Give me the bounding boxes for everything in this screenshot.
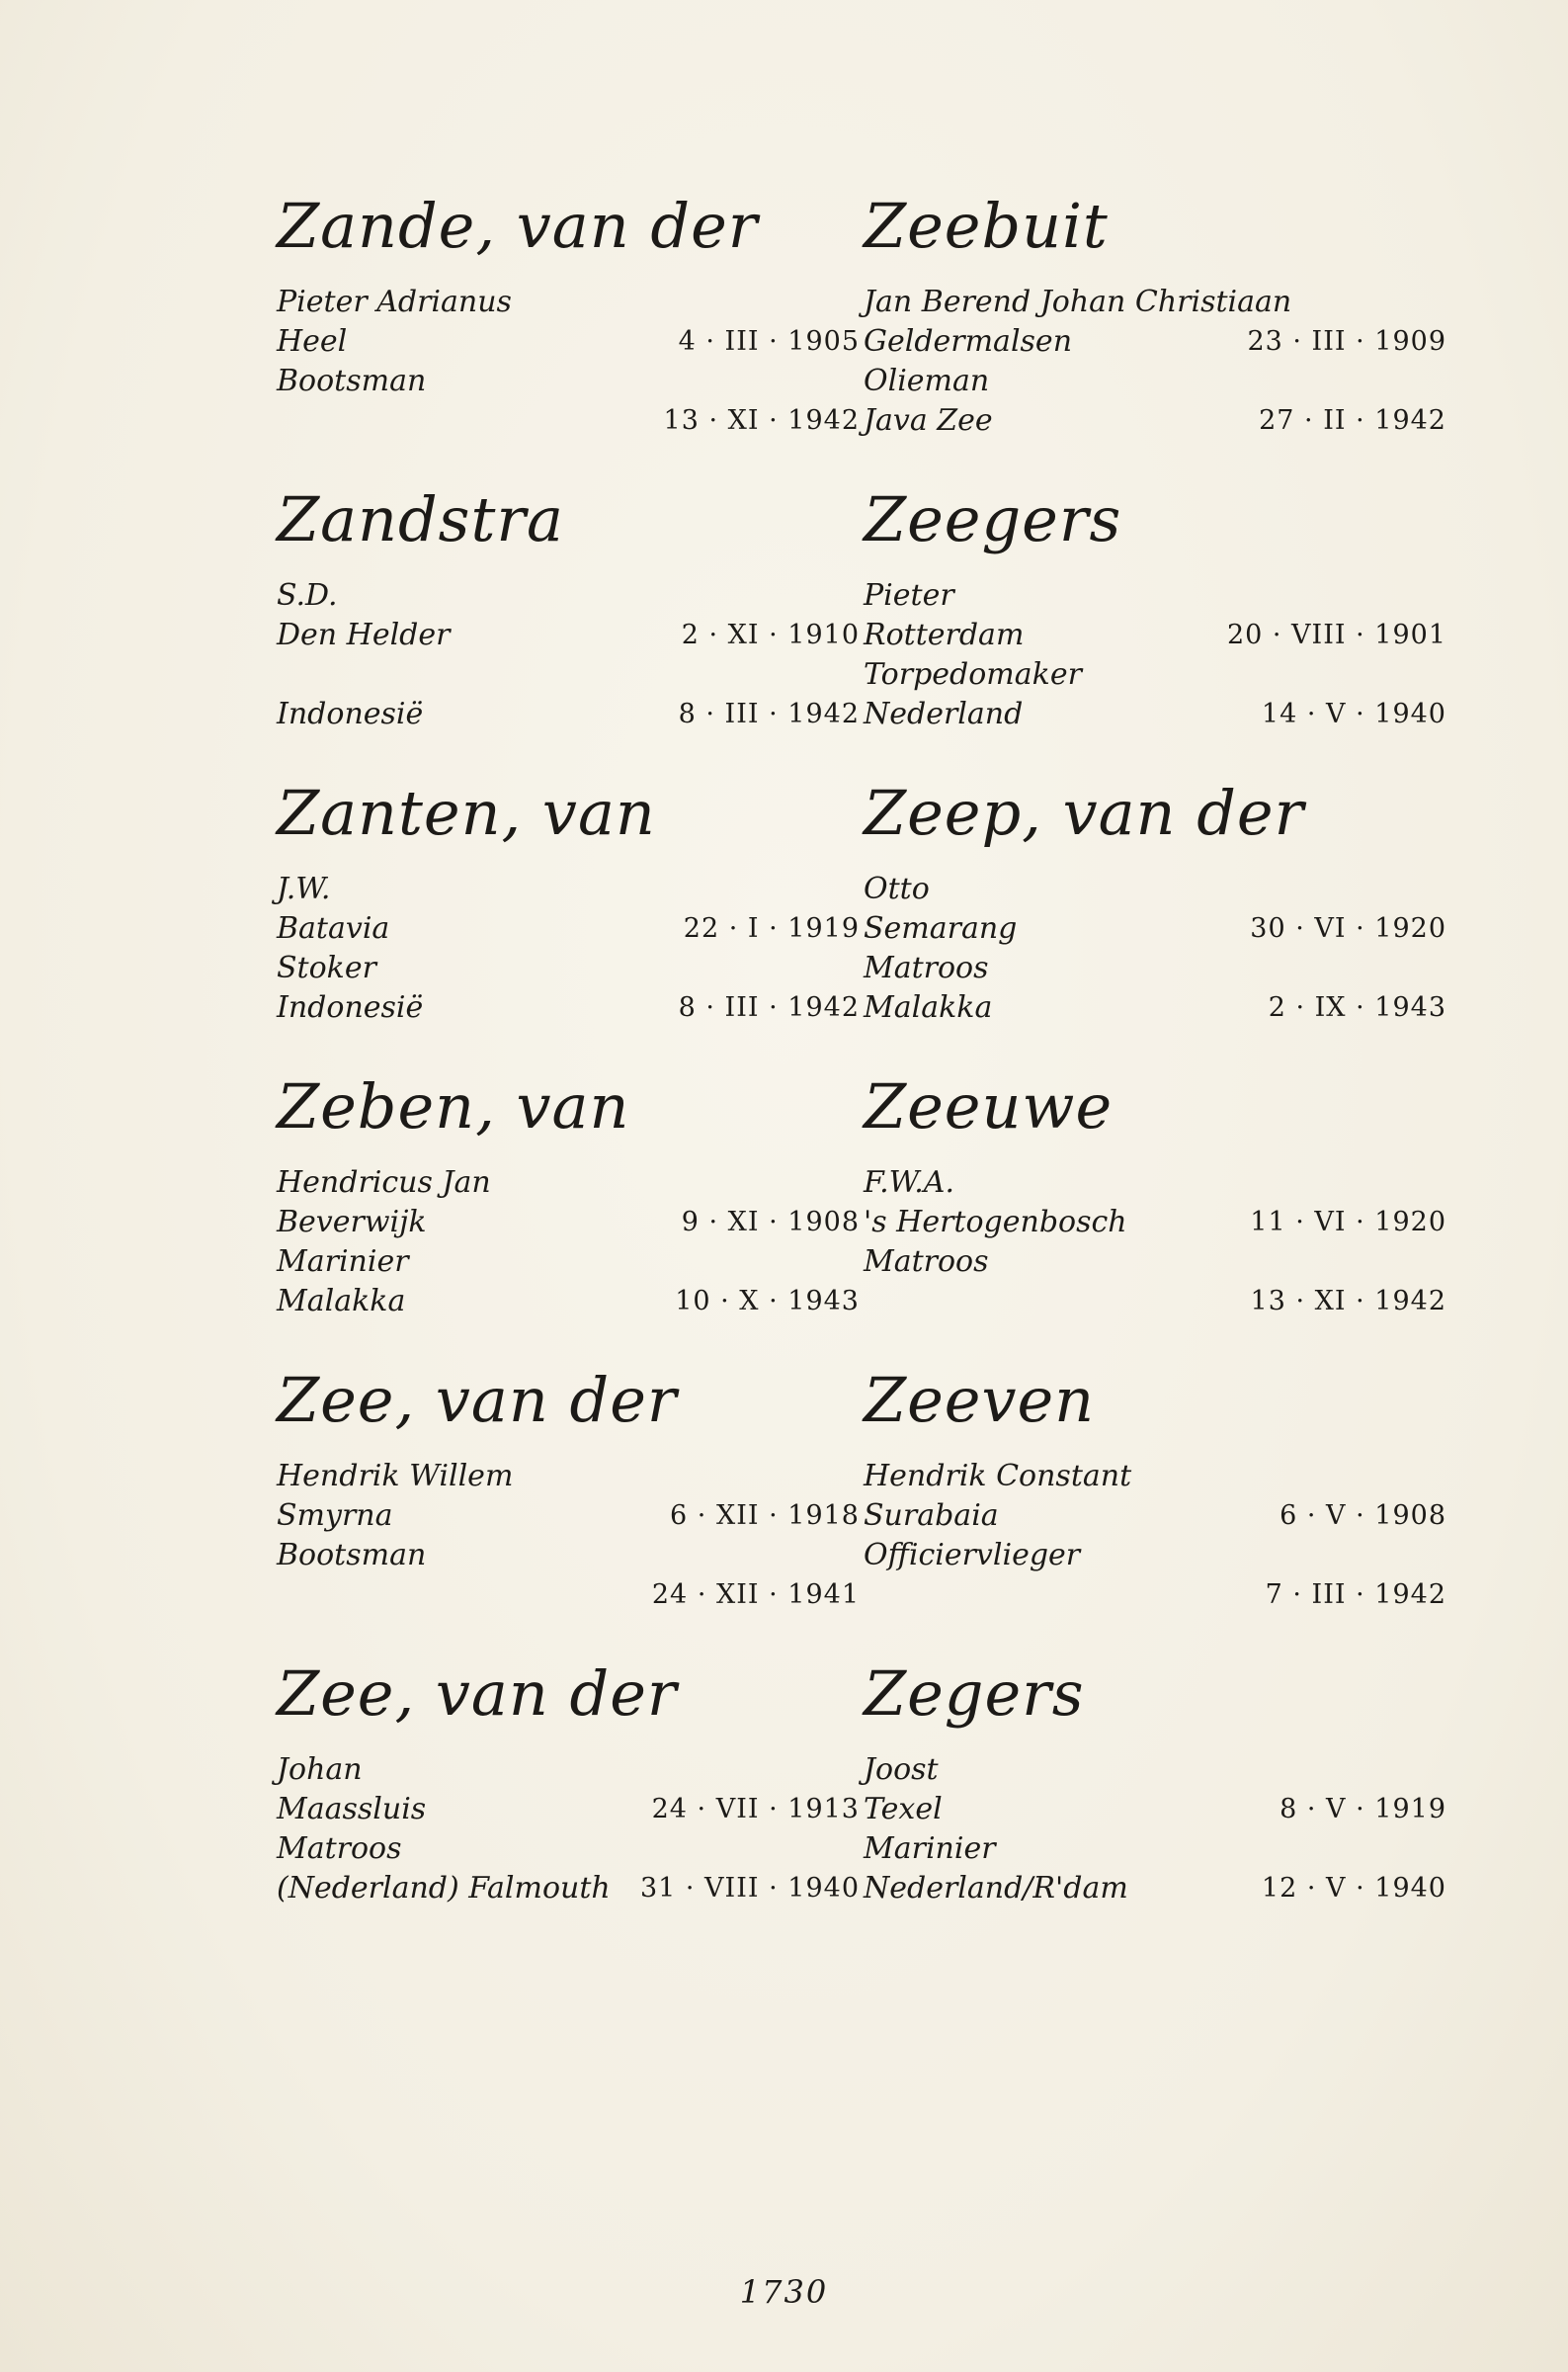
- entry-line-text: Matroos: [864, 951, 989, 985]
- entry-line-date: 31 · VIII · 1940: [639, 1873, 860, 1904]
- entry-line: [864, 1869, 1446, 1908]
- entry-line: [277, 909, 860, 949]
- entry-line-text: Torpedomaker: [864, 657, 1082, 692]
- entry-line-text: F.W.A.: [864, 1165, 955, 1200]
- entry-line-date: 30 · VI · 1920: [1250, 913, 1446, 944]
- entry-line-text: Geldermalsen: [864, 324, 1073, 359]
- entry-line-date: 7 · III · 1942: [1265, 1579, 1446, 1610]
- entry-line-text: Semarang: [864, 911, 1018, 946]
- entry-line: [864, 1457, 1446, 1496]
- entry-line-text: Matroos: [864, 1244, 989, 1279]
- entry-line: [277, 1163, 860, 1203]
- entry-line: [277, 616, 860, 655]
- entry-line-text: Stoker: [277, 951, 376, 985]
- entry-surname: Zeebuit: [864, 190, 1109, 262]
- entry-line-date: 22 · I · 1919: [683, 913, 860, 944]
- entry-line-text: Pieter Adrianus: [277, 285, 512, 319]
- entry-line: [864, 616, 1446, 655]
- entry-line-text: Beverwijk: [277, 1205, 427, 1239]
- entry-line: [864, 655, 1446, 695]
- entry-line: [277, 949, 860, 988]
- entry-line: [277, 283, 860, 322]
- entry-line-date: 23 · III · 1909: [1247, 326, 1446, 357]
- register-entry: [864, 775, 1446, 1068]
- entry-line-text: Indonesië: [277, 990, 424, 1025]
- entry-line-text: Bootsman: [277, 1538, 427, 1572]
- register-entry: [864, 1068, 1446, 1362]
- entry-line-text: Otto: [864, 872, 930, 906]
- entry-line: [864, 988, 1446, 1028]
- entry-line-date: 4 · III · 1905: [678, 326, 860, 357]
- entry-line-date: 11 · VI · 1920: [1250, 1207, 1446, 1237]
- entry-line-text: Hendrik Willem: [277, 1459, 514, 1493]
- entry-line-text: Hendrik Constant: [864, 1459, 1132, 1493]
- entry-line: [864, 1163, 1446, 1203]
- entry-line: [277, 1750, 860, 1790]
- entry-line-text: Hendricus Jan: [277, 1165, 491, 1200]
- entry-line-text: Officiervlieger: [864, 1538, 1081, 1572]
- register-entry: [864, 1655, 1446, 1949]
- entry-line-text: Pieter: [864, 578, 954, 613]
- entry-line-text: Joost: [864, 1752, 939, 1787]
- right-column: [864, 188, 1446, 1949]
- entry-line-date: 13 · XI · 1942: [1250, 1286, 1446, 1316]
- entry-line-text: S.D.: [277, 578, 338, 613]
- entry-line: [277, 655, 860, 695]
- entry-line-date: 14 · V · 1940: [1261, 699, 1446, 729]
- entry-line-text: Maassluis: [277, 1792, 427, 1826]
- entry-line-text: Johan: [277, 1752, 363, 1787]
- entry-line: [864, 362, 1446, 401]
- entry-line-date: 8 · III · 1942: [678, 992, 860, 1023]
- entry-line: [277, 1242, 860, 1282]
- entry-line-date: 27 · II · 1942: [1259, 405, 1446, 436]
- entry-surname: Zeeuwe: [864, 1070, 1114, 1143]
- register-entry: [864, 481, 1446, 775]
- entry-line-text: Rotterdam: [864, 618, 1025, 652]
- entry-line-text: Bootsman: [277, 364, 427, 398]
- entry-surname: Zande, van der: [277, 190, 759, 262]
- register-entry: [277, 1068, 860, 1362]
- entry-line-text: Batavia: [277, 911, 390, 946]
- register-entry: [277, 188, 860, 481]
- entry-line-date: 13 · XI · 1942: [663, 405, 860, 436]
- entry-line: [277, 1457, 860, 1496]
- entry-line: [277, 1203, 860, 1242]
- entry-line: [864, 1750, 1446, 1790]
- entry-line: [277, 362, 860, 401]
- entry-line: [864, 1242, 1446, 1282]
- entry-line: [864, 322, 1446, 362]
- register-entry: [277, 481, 860, 775]
- entry-line: [277, 322, 860, 362]
- entry-surname: Zeben, van: [277, 1070, 630, 1143]
- entry-line-text: Marinier: [864, 1831, 996, 1866]
- entry-line: [277, 870, 860, 909]
- entry-line-text: Jan Berend Johan Christiaan: [864, 285, 1292, 319]
- entry-line: [277, 576, 860, 616]
- entry-line-text: Marinier: [277, 1244, 409, 1279]
- entry-surname: Zanten, van: [277, 777, 656, 849]
- entry-line-date: 24 · VII · 1913: [651, 1794, 860, 1824]
- left-column: [277, 188, 860, 1949]
- register-entry: [277, 1655, 860, 1949]
- entry-surname: Zee, van der: [277, 1364, 678, 1436]
- entry-line: [277, 695, 860, 734]
- entry-line: [277, 1869, 860, 1908]
- entry-line-date: 20 · VIII · 1901: [1226, 620, 1446, 650]
- entry-surname: Zegers: [864, 1657, 1085, 1730]
- entry-line: [864, 1496, 1446, 1536]
- entry-line-text: Java Zee: [864, 403, 993, 438]
- entry-surname: Zeeven: [864, 1364, 1096, 1436]
- entry-line: [864, 870, 1446, 909]
- entry-line: [277, 1790, 860, 1829]
- entry-line-text: Olieman: [864, 364, 990, 398]
- entry-line-date: 6 · V · 1908: [1279, 1500, 1446, 1531]
- entry-line: [864, 1790, 1446, 1829]
- entry-line: [277, 1575, 860, 1615]
- entry-line: [277, 401, 860, 441]
- entry-line-text: Smyrna: [277, 1498, 393, 1533]
- entry-line-text: Texel: [864, 1792, 943, 1826]
- entry-line: [864, 695, 1446, 734]
- entry-line-date: 8 · III · 1942: [678, 699, 860, 729]
- entry-line-text: Den Helder: [277, 618, 451, 652]
- register-entry: [277, 775, 860, 1068]
- entry-line: [277, 1282, 860, 1321]
- entry-line: [864, 576, 1446, 616]
- entry-line-date: 6 · XII · 1918: [670, 1500, 860, 1531]
- entry-line: [277, 1829, 860, 1869]
- entry-line: [864, 1282, 1446, 1321]
- entry-surname: Zeegers: [864, 483, 1122, 555]
- entry-line-text: Nederland/R'dam: [864, 1871, 1128, 1906]
- entry-line: [864, 1203, 1446, 1242]
- entry-line: [864, 909, 1446, 949]
- register-entry: [277, 1362, 860, 1655]
- entry-line-text: Matroos: [277, 1831, 402, 1866]
- page-number: 1730: [739, 2273, 829, 2311]
- entry-surname: Zandstra: [277, 483, 564, 555]
- entry-line: [864, 283, 1446, 322]
- register-entry: [864, 1362, 1446, 1655]
- register-entry: [864, 188, 1446, 481]
- entry-line-text: 's Hertogenbosch: [864, 1205, 1127, 1239]
- entry-line-text: Indonesië: [277, 697, 424, 731]
- entry-line-text: (Nederland) Falmouth: [277, 1871, 611, 1906]
- entry-line-date: 9 · XI · 1908: [681, 1207, 860, 1237]
- entry-line: [864, 1829, 1446, 1869]
- entry-line-date: 10 · X · 1943: [675, 1286, 860, 1316]
- entry-surname: Zee, van der: [277, 1657, 678, 1730]
- entry-line: [864, 949, 1446, 988]
- entry-line-text: Surabaia: [864, 1498, 999, 1533]
- entry-line-text: J.W.: [277, 872, 331, 906]
- entry-line-date: 12 · V · 1940: [1261, 1873, 1446, 1904]
- entry-line-date: 8 · V · 1919: [1279, 1794, 1446, 1824]
- entry-line-text: Malakka: [864, 990, 993, 1025]
- entry-line-text: Heel: [277, 324, 348, 359]
- entry-line-text: Malakka: [277, 1284, 406, 1318]
- entry-line: [277, 1536, 860, 1575]
- entry-line-date: 2 · XI · 1910: [681, 620, 860, 650]
- entry-line: [277, 988, 860, 1028]
- entry-line: [277, 1496, 860, 1536]
- entry-line-date: 24 · XII · 1941: [651, 1579, 860, 1610]
- entry-line: [864, 401, 1446, 441]
- entry-line-date: 2 · IX · 1943: [1268, 992, 1446, 1023]
- entry-line: [864, 1536, 1446, 1575]
- entry-surname: Zeep, van der: [864, 777, 1305, 849]
- entry-line-text: Nederland: [864, 697, 1024, 731]
- entry-line: [864, 1575, 1446, 1615]
